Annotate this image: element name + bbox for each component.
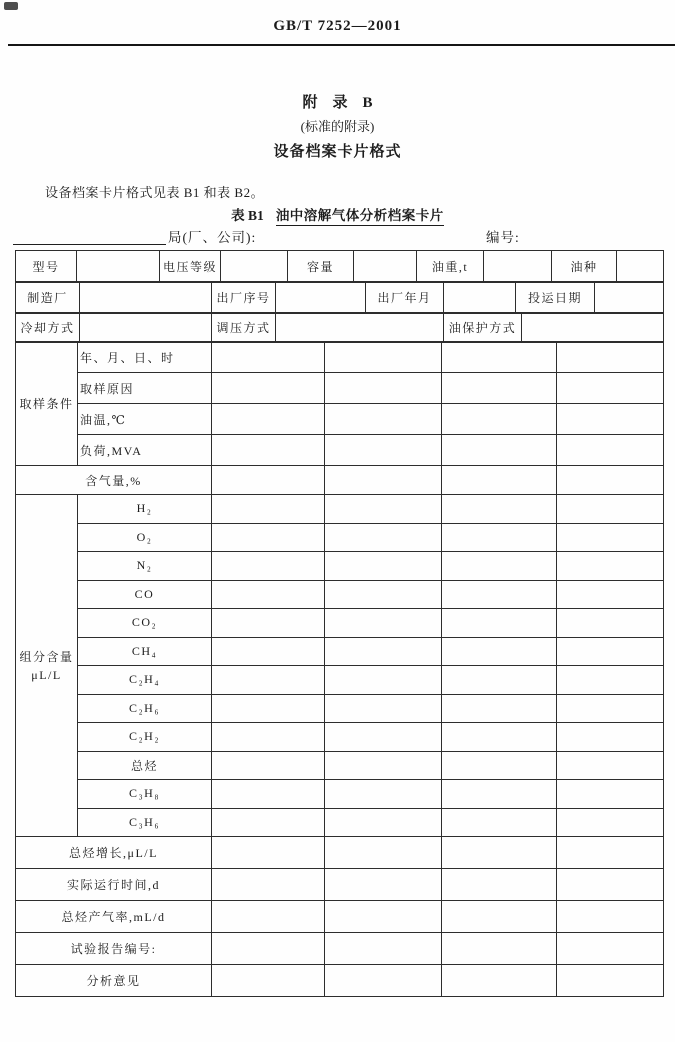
cell-running-time-4 xyxy=(557,869,664,901)
cell-analysis-opinion-2 xyxy=(325,965,442,997)
cell-analysis-opinion-4 xyxy=(557,965,664,997)
cell-total-hc-1 xyxy=(212,751,325,780)
label-total-hc-growth: 总烃增长,μL/L xyxy=(16,837,212,869)
cell-production-rate-1 xyxy=(212,901,325,933)
cell-c2h4-2 xyxy=(325,666,442,695)
cell-c3h8-1 xyxy=(212,780,325,809)
components-group-line2: μL/L xyxy=(31,667,62,682)
cell-gas-content-3 xyxy=(442,466,557,495)
cell-co2-2 xyxy=(325,609,442,638)
cell-c3h8-3 xyxy=(442,780,557,809)
label-oil-temperature: 油温,℃ xyxy=(78,404,212,435)
label-gas-co: CO xyxy=(78,580,212,609)
label-manufacture-date: 出厂年月 xyxy=(366,282,444,314)
cell-co-1 xyxy=(212,580,325,609)
value-commission-date xyxy=(595,282,664,314)
label-gas-co2: CO₂ xyxy=(78,609,212,638)
appendix-subtitle: (标准的附录) xyxy=(300,119,375,134)
cell-o2-4 xyxy=(557,523,664,552)
cell-running-time-3 xyxy=(442,869,557,901)
label-gas-o2: O₂ xyxy=(78,523,212,552)
cell-production-rate-4 xyxy=(557,901,664,933)
cell-c2h6-2 xyxy=(325,694,442,723)
label-hc-production-rate: 总烃产气率,mL/d xyxy=(16,901,212,933)
cell-report-number-1 xyxy=(212,933,325,965)
cell-c2h2-3 xyxy=(442,723,557,752)
value-manufacturer xyxy=(80,282,212,314)
cell-h2-3 xyxy=(442,495,557,524)
cell-ch4-2 xyxy=(325,637,442,666)
label-serial-number: 出厂序号 xyxy=(212,282,276,314)
cell-gas-content-2 xyxy=(325,466,442,495)
label-gas-n2: N₂ xyxy=(78,552,212,581)
table-caption xyxy=(0,204,675,224)
cell-co-2 xyxy=(325,580,442,609)
cell-analysis-opinion-1 xyxy=(212,965,325,997)
value-serial-number xyxy=(276,282,366,314)
cell-c3h8-2 xyxy=(325,780,442,809)
cell-hc-growth-1 xyxy=(212,837,325,869)
cell-report-number-2 xyxy=(325,933,442,965)
label-gas-c2h2: C₂H₂ xyxy=(78,723,212,752)
intro-text: 设备档案卡片格式见表 B1 和表 B2。 xyxy=(45,185,265,200)
cell-running-time-1 xyxy=(212,869,325,901)
cell-analysis-opinion-3 xyxy=(442,965,557,997)
label-gas-c2h6: C₂H₆ xyxy=(78,694,212,723)
value-oil-type xyxy=(617,251,664,283)
label-manufacturer: 制造厂 xyxy=(16,282,80,314)
cell-oil-temperature-1 xyxy=(212,404,325,435)
table-main-grid xyxy=(15,341,664,997)
cell-sampling-datetime-1 xyxy=(212,342,325,373)
label-voltage-class: 电压等级 xyxy=(160,251,221,283)
cell-c2h2-1 xyxy=(212,723,325,752)
cell-ch4-1 xyxy=(212,637,325,666)
label-oil-protection: 油保护方式 xyxy=(444,313,522,343)
cell-c2h4-4 xyxy=(557,666,664,695)
cell-h2-1 xyxy=(212,495,325,524)
cell-sampling-datetime-4 xyxy=(557,342,664,373)
label-gas-content: 含气量,% xyxy=(16,466,212,495)
cell-load-mva-3 xyxy=(442,435,557,466)
cell-co-4 xyxy=(557,580,664,609)
cell-oil-temperature-4 xyxy=(557,404,664,435)
label-gas-c2h4: C₂H₄ xyxy=(78,666,212,695)
cell-production-rate-3 xyxy=(442,901,557,933)
cell-c2h2-4 xyxy=(557,723,664,752)
label-gas-ch4: CH₄ xyxy=(78,637,212,666)
components-group-line1: 组分含量 xyxy=(19,649,74,664)
cell-hc-growth-4 xyxy=(557,837,664,869)
cell-oil-temperature-2 xyxy=(325,404,442,435)
label-total-hydrocarbons: 总烃 xyxy=(78,751,212,780)
cell-total-hc-2 xyxy=(325,751,442,780)
cell-load-mva-1 xyxy=(212,435,325,466)
cell-n2-3 xyxy=(442,552,557,581)
standard-number: GB/T 7252—2001 xyxy=(273,18,402,34)
cell-o2-3 xyxy=(442,523,557,552)
cell-production-rate-2 xyxy=(325,901,442,933)
label-load-mva: 负荷,MVA xyxy=(78,435,212,466)
cell-sampling-datetime-2 xyxy=(325,342,442,373)
cell-c2h6-4 xyxy=(557,694,664,723)
cell-ch4-3 xyxy=(442,637,557,666)
cell-c3h6-4 xyxy=(557,808,664,837)
value-oil-protection xyxy=(522,313,664,343)
value-cooling-mode xyxy=(80,313,212,343)
cell-c2h2-2 xyxy=(325,723,442,752)
cell-load-mva-4 xyxy=(557,435,664,466)
group-components xyxy=(16,495,78,837)
cell-co-3 xyxy=(442,580,557,609)
cell-n2-4 xyxy=(557,552,664,581)
cell-co2-4 xyxy=(557,609,664,638)
cell-n2-1 xyxy=(212,552,325,581)
cell-gas-content-4 xyxy=(557,466,664,495)
label-gas-h2: H₂ xyxy=(78,495,212,524)
header-rule xyxy=(8,44,675,46)
cell-h2-4 xyxy=(557,495,664,524)
label-cooling-mode: 冷却方式 xyxy=(16,313,80,343)
cell-running-time-2 xyxy=(325,869,442,901)
value-capacity xyxy=(354,251,417,283)
cell-c3h6-3 xyxy=(442,808,557,837)
label-oil-weight: 油重,t xyxy=(417,251,484,283)
label-oil-type: 油种 xyxy=(552,251,617,283)
label-sampling-reason: 取样原因 xyxy=(78,373,212,404)
label-sampling-datetime: 年、月、日、时 xyxy=(78,342,212,373)
cell-c3h6-1 xyxy=(212,808,325,837)
label-gas-c3h8: C₃H₈ xyxy=(78,780,212,809)
number-label: 编号: xyxy=(486,230,520,245)
cell-total-hc-3 xyxy=(442,751,557,780)
label-capacity: 容量 xyxy=(288,251,354,283)
cell-h2-2 xyxy=(325,495,442,524)
value-model xyxy=(77,251,160,283)
org-label: 局(厂、公司): xyxy=(168,230,257,245)
cell-ch4-4 xyxy=(557,637,664,666)
label-model: 型号 xyxy=(16,251,77,283)
cell-hc-growth-2 xyxy=(325,837,442,869)
table-row3 xyxy=(15,312,664,343)
scan-artifact xyxy=(4,2,18,10)
cell-c2h6-1 xyxy=(212,694,325,723)
appendix-heading: 设备档案卡片格式 xyxy=(273,144,402,160)
label-gas-c3h6: C₃H₆ xyxy=(78,808,212,837)
table-row2 xyxy=(15,281,664,314)
cell-total-hc-4 xyxy=(557,751,664,780)
group-sampling-conditions: 取样条件 xyxy=(16,342,78,466)
cell-c2h4-3 xyxy=(442,666,557,695)
table-caption-prefix: 表 B1 xyxy=(231,208,264,223)
value-oil-weight xyxy=(484,251,552,283)
value-manufacture-date xyxy=(444,282,516,314)
cell-co2-1 xyxy=(212,609,325,638)
cell-o2-2 xyxy=(325,523,442,552)
value-voltage-regulation xyxy=(276,313,444,343)
label-commission-date: 投运日期 xyxy=(516,282,595,314)
cell-c3h8-4 xyxy=(557,780,664,809)
cell-o2-1 xyxy=(212,523,325,552)
cell-sampling-reason-3 xyxy=(442,373,557,404)
cell-c3h6-2 xyxy=(325,808,442,837)
cell-sampling-reason-1 xyxy=(212,373,325,404)
cell-gas-content-1 xyxy=(212,466,325,495)
cell-sampling-reason-2 xyxy=(325,373,442,404)
appendix-title: 附 录 B xyxy=(302,95,373,111)
cell-co2-3 xyxy=(442,609,557,638)
label-voltage-regulation: 调压方式 xyxy=(212,313,276,343)
table-caption-title: 油中溶解气体分析档案卡片 xyxy=(276,208,444,226)
cell-oil-temperature-3 xyxy=(442,404,557,435)
table-row1 xyxy=(15,250,664,283)
cell-report-number-4 xyxy=(557,933,664,965)
cell-load-mva-2 xyxy=(325,435,442,466)
label-test-report-number: 试验报告编号: xyxy=(16,933,212,965)
org-blank-underline xyxy=(13,244,166,245)
label-analysis-opinion: 分析意见 xyxy=(16,965,212,997)
cell-c2h6-3 xyxy=(442,694,557,723)
cell-n2-2 xyxy=(325,552,442,581)
value-voltage-class xyxy=(221,251,288,283)
cell-hc-growth-3 xyxy=(442,837,557,869)
cell-sampling-reason-4 xyxy=(557,373,664,404)
cell-report-number-3 xyxy=(442,933,557,965)
label-actual-running-time: 实际运行时间,d xyxy=(16,869,212,901)
cell-c2h4-1 xyxy=(212,666,325,695)
cell-sampling-datetime-3 xyxy=(442,342,557,373)
